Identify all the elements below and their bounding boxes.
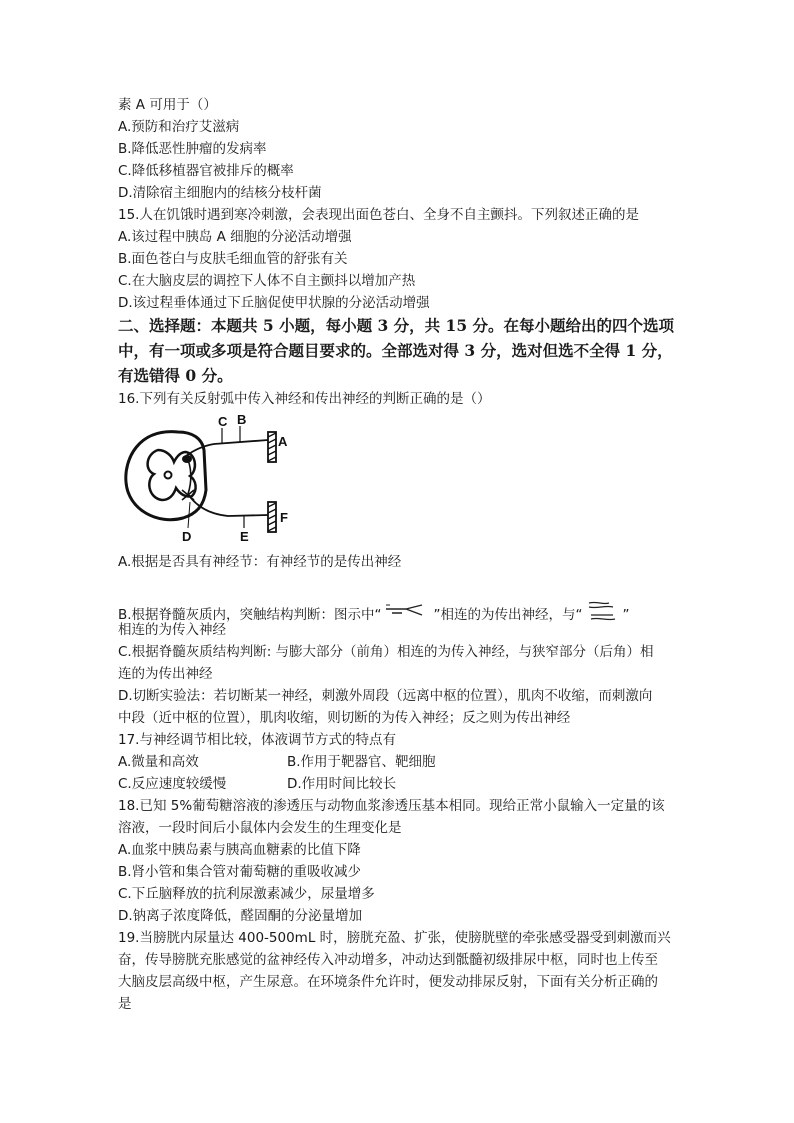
reflex-arc-diagram	[118, 410, 308, 545]
q15-option-a: A.该过程中胰岛 A 细胞的分泌活动增强	[118, 229, 352, 245]
spinal-cord-outline	[126, 432, 206, 520]
q15-option-c: C.在大脑皮层的调控下人体不自主颤抖以增加产热	[118, 273, 416, 289]
section2-heading-line2: 中，有一项或多项是符合题目要求的。全部选对得 3 分，选对但选不全得 1 分，	[118, 341, 673, 360]
q19-line1: 19.当膀胱内尿量达 400-500mL 时，膀胱充盈、扩张，使膀胱壁的牵张感受器受到刺激而兴	[118, 930, 671, 946]
q15-stem: 15.人在饥饿时遇到寒冷刺激，会表现出面色苍白、全身不自主颤抖。下列叙述正确的是	[118, 207, 639, 223]
q16-option-b-part2: ”相连的为传出神经，与“	[433, 607, 583, 623]
label-c: C	[218, 414, 228, 429]
q16-option-a: A.根据是否具有神经节：有神经节的是传出神经	[118, 554, 402, 570]
spinal-ganglion	[182, 455, 192, 463]
q18-option-a: A.血浆中胰岛素与胰高血糖素的比值下降	[118, 842, 361, 858]
q14-option-c: C.降低移植器官被排斥的概率	[118, 163, 294, 179]
q19-line3: 大脑皮层高级中枢，产生尿意。在环境条件允许时，便发动排尿反射，下面有关分析正确的	[118, 974, 658, 990]
q14-stem-tail: 素 A 可用于（）	[118, 97, 217, 113]
q17-options-row1	[118, 753, 538, 771]
label-d: D	[182, 529, 192, 544]
q16-option-c-line2: 连的为传出神经	[118, 666, 213, 682]
q16-stem: 16.下列有关反射弧中传入神经和传出神经的判断正确的是（）	[118, 391, 491, 407]
q17-option-b: B.作用于靶器官、靶细胞	[287, 754, 436, 770]
q14-option-b: B.降低恶性肿瘤的发病率	[118, 141, 267, 157]
q14-option-d: D.清除宿主细胞内的结核分枝杆菌	[118, 185, 322, 201]
q17-option-a: A.微量和高效	[118, 754, 199, 770]
label-a: A	[278, 434, 288, 449]
q19-line4: 是	[118, 996, 132, 1012]
q19-line2: 奋，传导膀胱充胀感觉的盆神经传入冲动增多，冲动达到骶髓初级排尿中枢，同时也上传至	[118, 952, 658, 968]
q16-option-d-line2: 中段（近中枢的位置），肌肉收缩，则切断的为传入神经；反之则为传出神经	[118, 710, 571, 726]
section2-heading-line1: 二、选择题：本题共 5 小题，每小题 3 分，共 15 分。在每小题给出的四个选项	[118, 316, 675, 335]
q16-option-c-line1: C.根据脊髓灰质结构判断: 与膨大部分（前角）相连的为传入神经，与狭窄部分（后角）相	[118, 644, 654, 660]
section2-heading-line3: 有选错得 0 分。	[118, 366, 233, 385]
q18-option-b: B.肾小管和集合管对葡萄糖的重吸收减少	[118, 864, 362, 880]
label-f: F	[280, 510, 288, 525]
central-canal	[165, 472, 172, 479]
synapse-glyph-1	[382, 603, 434, 623]
label-b: B	[237, 412, 247, 427]
q16-option-d-line1: D.切断实验法：若切断某一神经，刺激外周段（远离中枢的位置），肌肉不收缩，而刺激向	[118, 688, 653, 704]
q16-option-b-part1: B.根据脊髓灰质内，突触结构判断：图示中“	[118, 607, 382, 623]
q14-option-a: A.预防和治疗艾滋病	[118, 119, 240, 135]
synapse-glyph-2	[583, 599, 623, 623]
q15-option-d: D.该过程垂体通过下丘脑促使甲状腺的分泌活动增强	[118, 295, 430, 311]
q16-option-b-part3: ”	[622, 607, 630, 623]
q17-option-d: D.作用时间比较长	[287, 776, 397, 792]
q17-stem: 17.与神经调节相比较，体液调节方式的特点有	[118, 732, 396, 748]
q16-option-b-line2: 相连的为传入神经	[118, 622, 226, 638]
q17-option-c: C.反应速度较缓慢	[118, 776, 227, 792]
q18-stem-line2: 溶液，一段时间后小鼠体内会发生的生理变化是	[118, 820, 402, 836]
q18-option-d: D.钠离子浓度降低，醛固酮的分泌量增加	[118, 908, 363, 924]
q18-option-c: C.下丘脑释放的抗利尿激素减少，尿量增多	[118, 886, 375, 902]
q17-options-row2	[118, 775, 538, 793]
q15-option-b: B.面色苍白与皮肤毛细血管的舒张有关	[118, 251, 348, 267]
afferent-nerve	[186, 440, 268, 456]
q18-stem-line1: 18.已知 5%葡萄糖溶液的渗透压与动物血浆渗透压基本相同。现给正常小鼠输入一定量的该	[118, 798, 665, 814]
label-e: E	[240, 529, 249, 544]
